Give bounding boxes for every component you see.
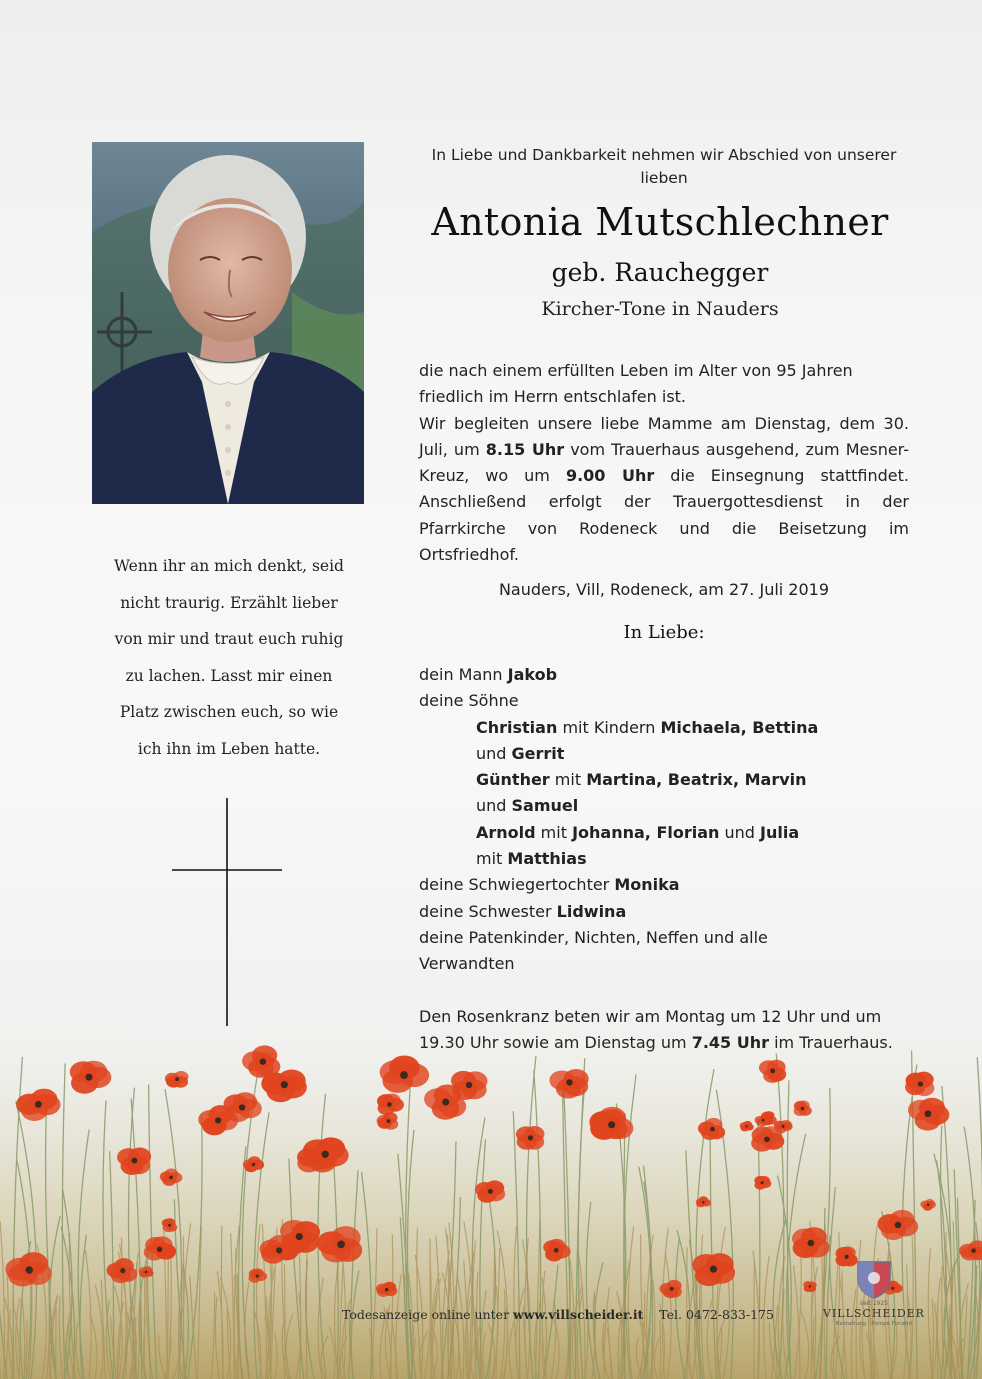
list-item: und Gerrit — [476, 743, 565, 763]
poppy-flower — [138, 1266, 153, 1277]
rosary-notice: Den Rosenkranz beten wir am Montag um 12 Uhr und um — [419, 1004, 909, 1057]
poppy-flower — [692, 1253, 735, 1286]
list-item: dein Mann Jakob — [419, 665, 558, 684]
quote-line: nicht traurig. Erzählt lieber — [120, 593, 338, 612]
list-item: deine Schwiegertochter Monika — [419, 875, 680, 895]
footer-contact: Todesanzeige online unter www.villscheider.it Tel. 0472-833-175 — [342, 1307, 774, 1322]
poppy-flower — [475, 1180, 505, 1202]
company-logo: seit 1925 VILLSCHEIDER Bestattung · Pompe Funebri — [814, 1258, 934, 1328]
quote-line: Platz zwischen euch, so wie — [119, 703, 339, 721]
list-item: deine Söhne — [419, 691, 519, 711]
intro-text: In Liebe und Dankbarkeit nehmen wir Abschied von unserer lieben — [431, 146, 897, 187]
coat-of-arms-icon — [854, 1258, 894, 1300]
memorial-quote — [96, 548, 362, 767]
nickname: Kircher-Tone in Nauders — [541, 298, 779, 320]
quote-line: von mir und traut euch ruhig — [114, 630, 344, 648]
deceased-name: Antonia Mutschlechner — [431, 200, 889, 244]
phone-number: Tel. 0472-833-175 — [659, 1307, 774, 1322]
list-item: und Samuel — [476, 796, 579, 816]
paragraph: die nach einem erfüllten Leben im Alter von 95 Jahren friedlich im Herrn entschlafen ist. — [419, 361, 853, 407]
poppy-meadow-image — [0, 1040, 982, 1379]
list-item: deine Schwester Lidwina — [419, 901, 627, 921]
quote-line: zu lachen. Lasst mir einen — [125, 666, 333, 685]
poppy-flower — [905, 1072, 934, 1096]
obituary-body — [419, 358, 909, 568]
list-item: deine Patenkinder, Nichten, Neffen und alle — [419, 927, 768, 947]
place-date: Nauders, Vill, Rodeneck, am 27. Juli 2019 — [498, 580, 830, 599]
poppy-flower — [792, 1227, 830, 1258]
list-item: mit Matthias — [476, 849, 587, 869]
list-item: Verwandten — [419, 954, 515, 974]
time-highlight: 9.00 Uhr — [565, 466, 655, 486]
paragraph: Wir begleiten unsere liebe Mamme am Dienstag, dem 30. Juli, um 8.15 Uhr vom Trauerhaus ausgehend, zum Mesner-Kreuz, wo um 9.00 Uhr die Einsegnung stattfindet. Anschließend erfolgt der Trauergottesdienst in der Pfarrkirche von Rodeneck und die Beisetzung im Ortsfriedhof. — [419, 413, 910, 565]
website-link[interactable]: www.villscheider.it — [513, 1307, 644, 1322]
in-liebe-heading: In Liebe: — [623, 622, 705, 643]
portrait-photo — [92, 142, 364, 504]
poppy-flower — [451, 1071, 488, 1100]
quote-line: Wenn ihr an mich denkt, seid — [114, 557, 344, 575]
list-item: Arnold mit Johanna, Florian und Julia — [476, 822, 800, 842]
list-item: Christian mit Kindern Michaela, Bettina — [476, 717, 819, 737]
time-highlight: 8.15 Uhr — [485, 439, 565, 459]
quote-line: ich ihn im Leben hatte. — [137, 739, 321, 758]
family-list — [419, 662, 919, 978]
list-item: Günther mit Martina, Beatrix, Marvin — [476, 770, 807, 790]
cross-icon — [172, 798, 282, 1026]
poppy-flower — [516, 1126, 545, 1150]
birth-name: geb. Rauchegger — [551, 258, 769, 287]
